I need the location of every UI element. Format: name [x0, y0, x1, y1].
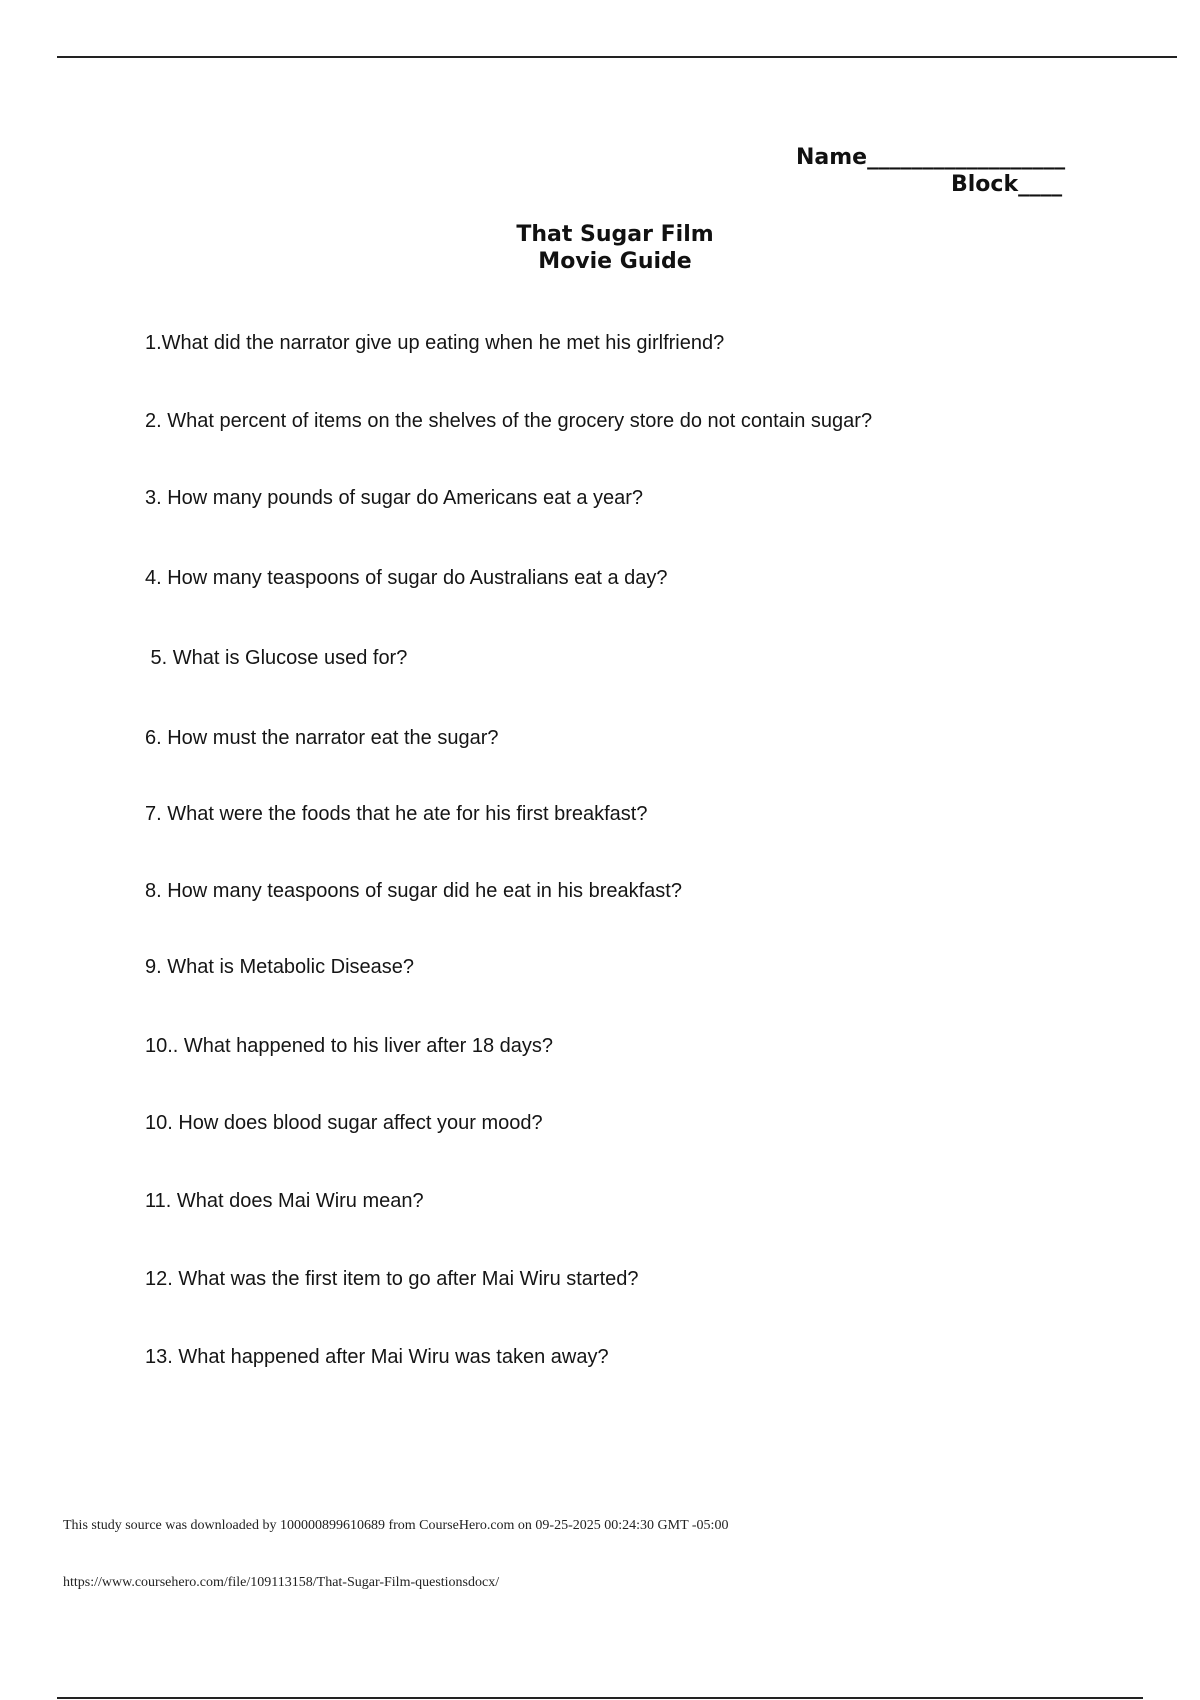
question-item: 1.What did the narrator give up eating when he met his girlfriend? [145, 332, 725, 354]
question-item: 4. How many teaspoons of sugar do Australians eat a day? [145, 567, 668, 589]
question-item: 7. What were the foods that he ate for his first breakfast? [145, 803, 648, 825]
question-item: 12. What was the first item to go after Mai Wiru started? [145, 1268, 639, 1290]
question-item: 11. What does Mai Wiru mean? [145, 1190, 424, 1212]
question-item: 10.. What happened to his liver after 18 days? [145, 1035, 554, 1057]
document-subtitle: Movie Guide [538, 249, 692, 274]
block-field-line: Block____ [951, 172, 1063, 197]
source-url: https://www.coursehero.com/file/109113158/That-Sugar-Film-questionsdocx/ [63, 1575, 500, 1590]
name-field-line: Name__________________ [796, 145, 1066, 170]
source-notice: This study source was downloaded by 100000899610689 from CourseHero.com on 09-25-2025 00:24:30 GMT -05:00 [63, 1518, 729, 1533]
document-title: That Sugar Film [516, 222, 714, 247]
question-item: 8. How many teaspoons of sugar did he eat in his breakfast? [145, 880, 682, 902]
question-item: 6. How must the narrator eat the sugar? [145, 727, 499, 749]
top-divider [57, 56, 1177, 58]
question-item: 13. What happened after Mai Wiru was taken away? [145, 1346, 609, 1368]
question-item: 9. What is Metabolic Disease? [145, 956, 415, 978]
question-item: 5. What is Glucose used for? [145, 647, 408, 669]
question-item: 10. How does blood sugar affect your mood? [145, 1112, 543, 1134]
question-item: 2. What percent of items on the shelves of the grocery store do not contain sugar? [145, 410, 873, 432]
question-item: 3. How many pounds of sugar do Americans eat a year? [145, 487, 644, 509]
bottom-divider [57, 1697, 1143, 1699]
